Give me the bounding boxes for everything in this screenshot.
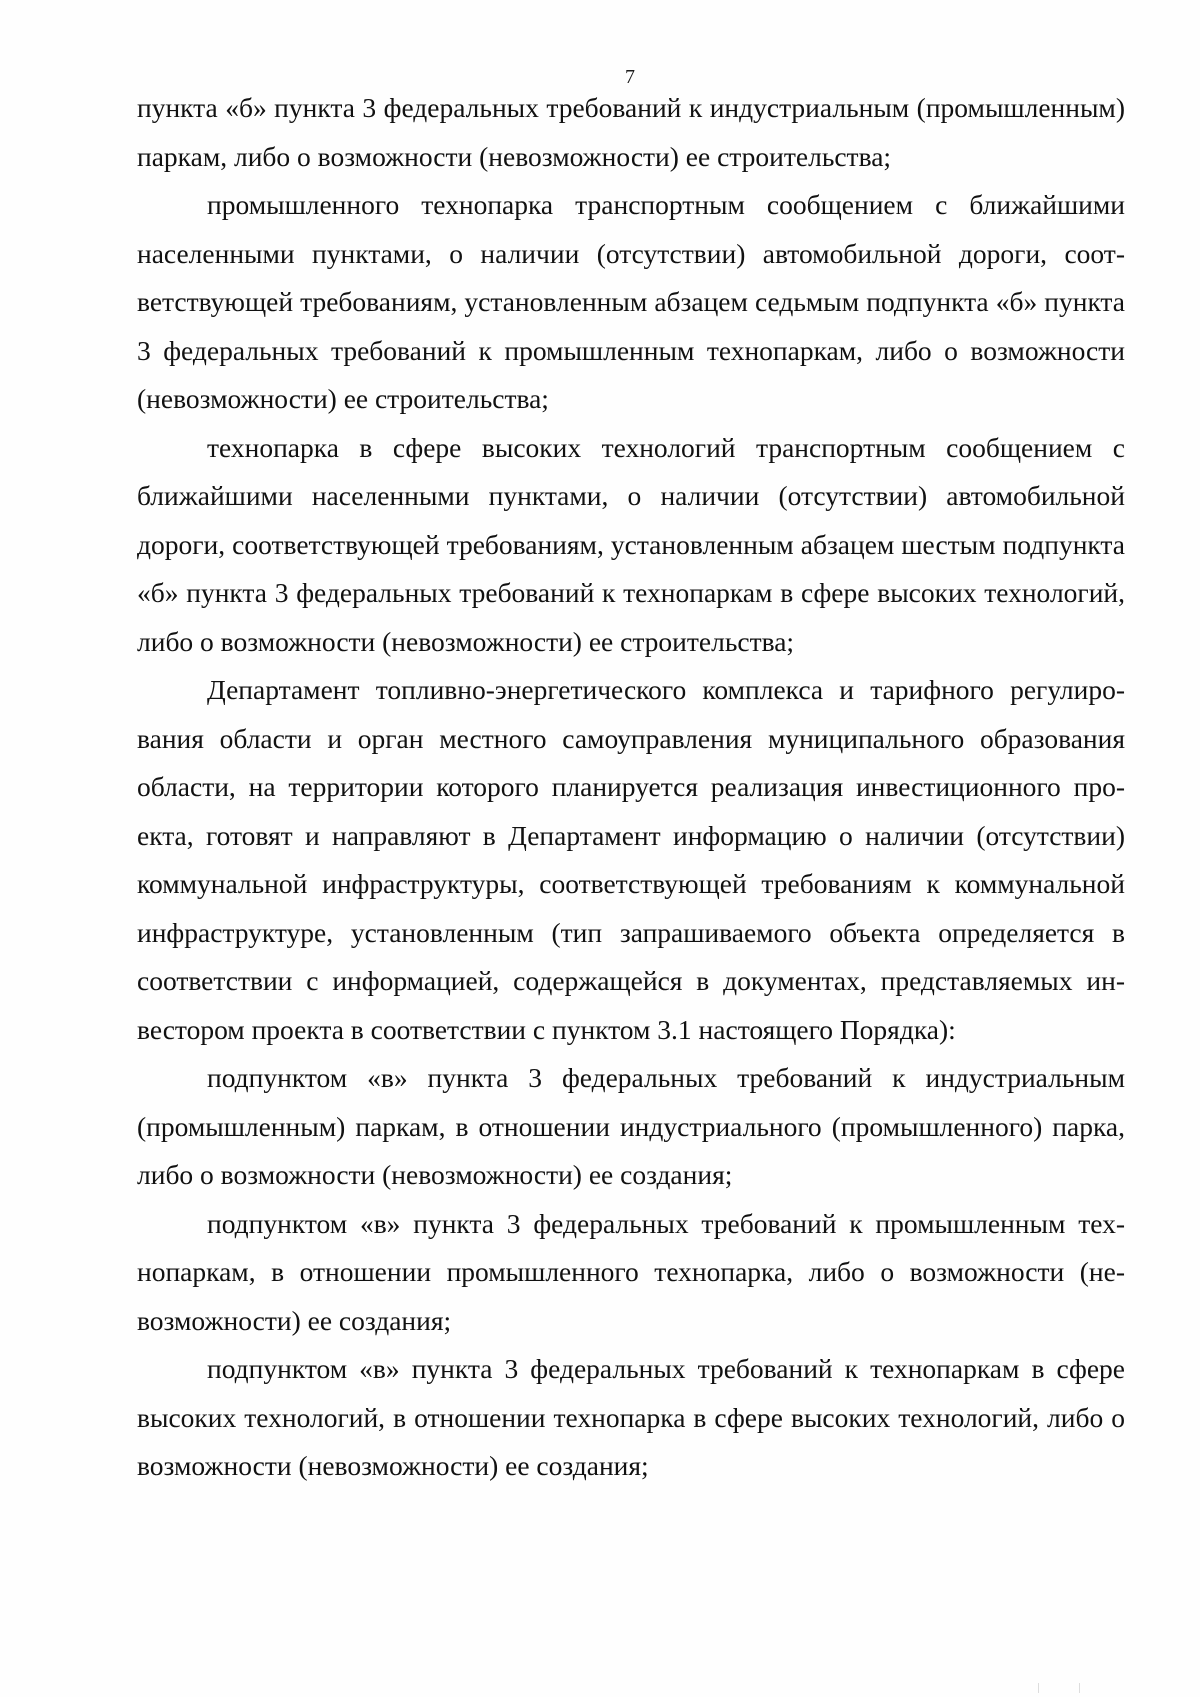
paragraph-continuation: пункта «б» пункта 3 федеральных требований к индустриальным (промышленным) паркам, либо о возможности (невозможности) ее строительства; bbox=[137, 92, 1125, 172]
scan-artifact bbox=[1038, 1683, 1080, 1693]
paragraph-industrial-technopark-utilities: подпунктом «в» пункта 3 федеральных требований к промышленным технопаркам, в отношении промышленного технопарка, либо о возможности (невозможности) ее создания; bbox=[137, 1207, 1125, 1336]
paragraph-high-tech-technopark-road: технопарка в сфере высоких технологий транспортным сообщением с ближайшими населенными пунктами, о наличии (отсутствии) автомобильной дороги, соответствующей требованиям, установленным абзацем шестым подпункта «б» пункта 3 федеральных требований к технопаркам в сфере высоких технологий, либо о возможности (невозможности) ее строительства; bbox=[137, 431, 1125, 657]
paragraph-industrial-technopark-road: промышленного технопарка транспортным сообщением с ближайшими населенными пунктами, о наличии (отсутствии) автомобильной дороги, соответствующей требованиям, установленным абзацем седьмым подпункта «б» пункта 3 федеральных требований к промышленным технопаркам, либо о возможности (невозможности) ее строительства; bbox=[137, 189, 1125, 414]
document-body bbox=[137, 84, 1125, 1491]
paragraph-high-tech-utilities: подпунктом «в» пункта 3 федеральных требований к технопаркам в сфере высоких технологий, в отношении технопарка в сфере высоких технологий, либо о возможности (невозможности) ее создания; bbox=[137, 1353, 1125, 1481]
paragraph-department-utilities: Департамент топливно-энергетического комплекса и тарифного регулирования области и орган местного самоуправления муниципального образования области, на территории которого планируется реализация инвестиционного проекта, готовят и направляют в Департамент информацию о наличии (отсутствии) коммунальной инфраструктуры, соответствующей требованиям к коммунальной инфраструктуре, установленным (тип запрашиваемого объекта определяется в соответствии с информацией, содержащейся в документах, представляемых инвестором проекта в соответствии с пунктом 3.1 настоящего Порядка): bbox=[137, 674, 1125, 1045]
paragraph-industrial-park-utilities: подпунктом «в» пункта 3 федеральных требований к индустриальным (промышленным) паркам, в отношении индустриального (промышленного) парка, либо о возможности (невозможности) ее создания; bbox=[137, 1062, 1125, 1190]
page-number: 7 bbox=[625, 66, 635, 88]
